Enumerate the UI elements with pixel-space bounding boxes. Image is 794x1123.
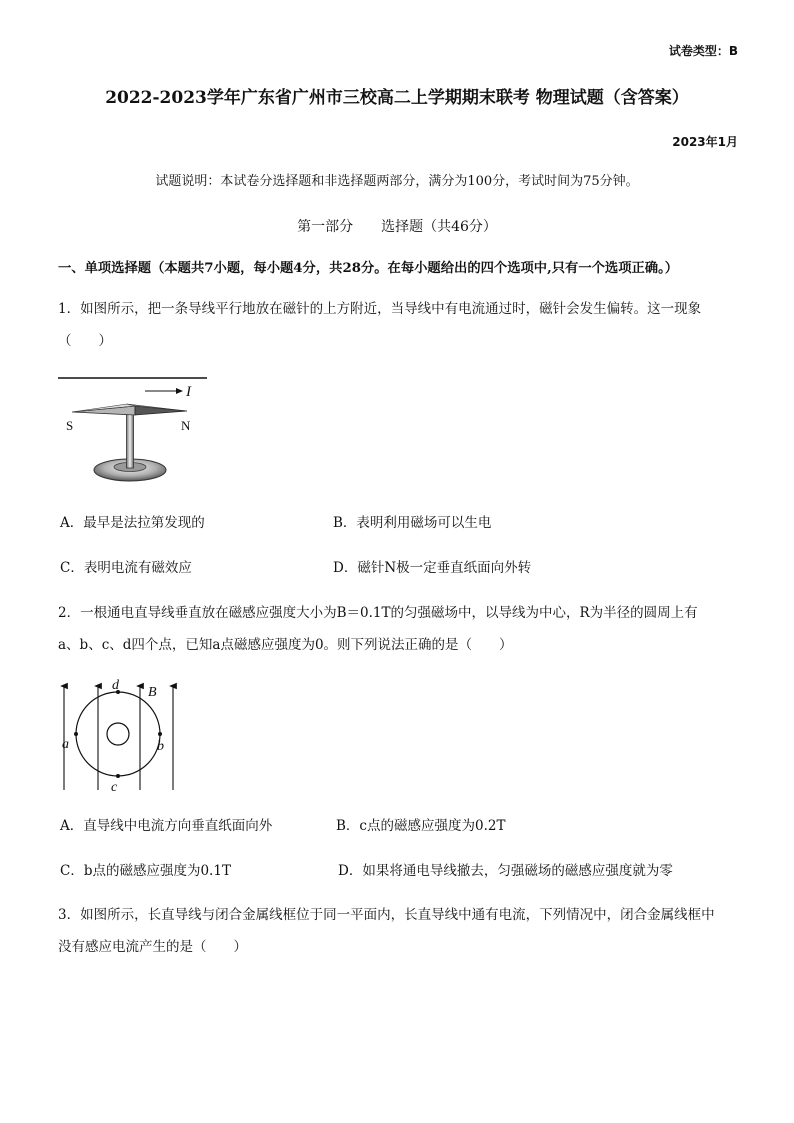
question-2-stem-line2: a、b、c、d四个点，已知a点磁感应强度为0。则下列说法正确的是（ ） bbox=[58, 637, 513, 653]
label-field-b: B bbox=[148, 685, 157, 700]
magnetic-field-figure bbox=[55, 678, 185, 798]
label-b: b bbox=[157, 739, 164, 754]
q2-option-b[interactable]: B．c点的磁感应强度为0.2T bbox=[336, 818, 506, 834]
paper-type: 试卷类型：B bbox=[668, 44, 738, 58]
q2-option-c[interactable]: C．b点的磁感应强度为0.1T bbox=[60, 863, 231, 879]
south-label: S bbox=[66, 418, 74, 433]
q2-option-a[interactable]: A．直导线中电流方向垂直纸面向外 bbox=[60, 818, 273, 834]
wire-cross-section bbox=[107, 723, 129, 745]
question-1 bbox=[58, 293, 748, 357]
compass-needle-figure bbox=[55, 370, 225, 495]
instructions: 试题说明：本试卷分选择题和非选择题两部分，满分为100分，考试时间为75分钟。 bbox=[155, 174, 639, 189]
question-2-stem-line1: 2．一根通电直导线垂直放在磁感应强度大小为B＝0.1T的匀强磁场中，以导线为中心，R为半径的圆周上有 bbox=[58, 605, 698, 621]
q1-option-b[interactable]: B．表明利用磁场可以生电 bbox=[333, 515, 492, 531]
compass-pivot bbox=[127, 414, 134, 468]
label-d: d bbox=[112, 678, 119, 693]
section-heading: 一、单项选择题（本题共7小题，每小题4分，共28分。在每小题给出的四个选项中,只有一个选项正确。） bbox=[58, 261, 679, 276]
part-heading: 第一部分 选择题（共46分） bbox=[297, 219, 497, 235]
current-label: I bbox=[186, 384, 191, 400]
q1-option-c[interactable]: C．表明电流有磁效应 bbox=[60, 560, 192, 576]
point-b bbox=[158, 732, 162, 736]
q1-option-d[interactable]: D．磁针N极一定垂直纸面向外转 bbox=[333, 560, 532, 576]
page-title: 2022-2023学年广东省广州市三校高二上学期期末联考 物理试题（含答案） bbox=[105, 88, 689, 108]
question-1-stem-line1: 1．如图所示，把一条导线平行地放在磁针的上方附近，当导线中有电流通过时，磁针会发生偏转。这一现象 bbox=[58, 301, 702, 317]
point-c bbox=[116, 774, 120, 778]
question-2 bbox=[58, 597, 748, 661]
question-3 bbox=[58, 899, 748, 963]
point-a bbox=[74, 732, 78, 736]
label-c: c bbox=[111, 780, 118, 795]
question-1-stem-line2: （ ） bbox=[58, 333, 112, 349]
label-a: a bbox=[62, 737, 69, 752]
q2-option-d[interactable]: D．如果将通电导线撤去，匀强磁场的磁感应强度就为零 bbox=[338, 863, 673, 879]
question-3-stem-line2: 没有感应电流产生的是（ ） bbox=[58, 939, 247, 955]
exam-date: 2023年1月 bbox=[672, 135, 738, 149]
q1-option-a[interactable]: A．最早是法拉第发现的 bbox=[60, 515, 205, 531]
current-arrow-head bbox=[176, 388, 183, 394]
question-3-stem-line1: 3．如图所示，长直导线与闭合金属线框位于同一平面内，长直导线中通有电流，下列情况中，闭合金属线框中 bbox=[58, 907, 715, 923]
north-label: N bbox=[181, 418, 191, 433]
